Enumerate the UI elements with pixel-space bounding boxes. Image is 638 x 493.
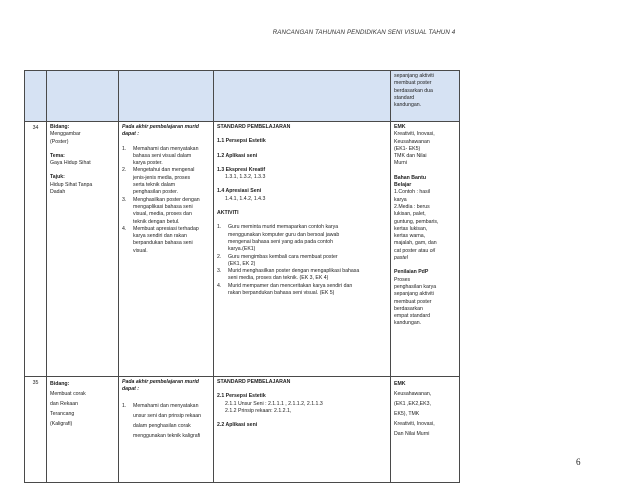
sp-heading: STANDARD PEMBELAJARAN	[217, 379, 291, 385]
item-number: 1.	[217, 224, 222, 231]
minggu-34: 34	[25, 122, 47, 377]
pdp-line: membuat poster	[394, 298, 432, 305]
item-number: 2.	[122, 167, 127, 174]
objektif-item	[122, 167, 210, 196]
pdp-heading: Penilaian PdP	[394, 269, 429, 276]
emk-line: (EK1- EK5)	[394, 145, 421, 152]
emk-tail-line: membuat poster	[394, 80, 432, 87]
cont-objektif-cell	[119, 71, 214, 122]
rpt-table	[24, 70, 460, 483]
bantu-italic: oil	[429, 247, 435, 254]
emk-line: Dan Nilai Murni	[394, 431, 430, 437]
item-line: Memahami dan menyatakan	[133, 402, 199, 409]
item-line: bahasa seni visual dalam	[133, 152, 192, 159]
emk-tail-line: sepanjang aktiviti	[394, 73, 434, 79]
emk-heading: EMK	[394, 124, 406, 130]
item-line: visual.	[133, 247, 148, 254]
bantu-italic-line: pastel	[394, 255, 408, 262]
bantu-line: 2.Media : berus	[394, 203, 430, 210]
emk-line: EK5), TMK	[394, 411, 420, 417]
tajuk-label: Tajuk:	[50, 174, 65, 181]
emk-line: TMK dan Nilai	[394, 153, 427, 160]
sp-sub: 2.1.1 Unsur Seni : 2.1.1.1 , 2.1.1.2, 2.1.1.3	[225, 400, 323, 407]
item-line: dalam penghasilan corak	[133, 422, 191, 429]
objektif-heading: dapat :	[122, 386, 140, 393]
bantu-line: kertas lukisan,	[394, 225, 428, 232]
aktiviti-item	[217, 254, 387, 269]
aktiviti-item	[217, 224, 387, 253]
bantu-line: 1.Contoh : hasil	[394, 189, 431, 196]
objektif-list	[122, 146, 210, 255]
objektif-item	[122, 226, 210, 255]
continuation-row	[25, 71, 460, 122]
item-line: seni media, proses dan teknik. (EK 3, EK 4)	[228, 275, 329, 282]
item-line: unsur seni dan prinsip rekaan	[133, 412, 202, 419]
emk-line: Kreativiti, Inovasi,	[394, 131, 435, 138]
sp-sub: 1.3.1, 1.3.2, 1.3.3	[225, 174, 266, 181]
sp-cell-35	[214, 377, 391, 483]
objektif-heading: dapat :	[122, 131, 140, 138]
emk-heading: EMK	[394, 381, 406, 387]
bidang-value: dan Rekaan	[50, 401, 78, 407]
pdp-line: kandungan.	[394, 320, 422, 327]
cont-emk-cell	[391, 71, 460, 122]
item-line: berpandukan bahasa seni	[133, 240, 193, 247]
pdp-line: sepanjang aktiviti	[394, 291, 434, 298]
item-line: Menghasilkan poster dengan	[133, 196, 200, 203]
item-line: serta teknik dalam	[133, 182, 176, 189]
item-line: visual, media, proses dan	[133, 211, 192, 218]
item-line: mengenai bahasa seni yang ada pada contoh	[228, 238, 333, 245]
objektif-item	[122, 197, 210, 226]
bantu-line: majalah, gam, dan	[394, 240, 437, 247]
emk-tail-line: berdasarkan dua	[394, 87, 433, 94]
tajuk-value: Dadah	[50, 189, 66, 196]
item-line: rakan berpandukan bahasa seni visual. (EK 5)	[228, 290, 335, 297]
item-number: 4.	[122, 225, 127, 232]
item-line: mengaplikasi bahasa seni	[133, 203, 193, 210]
item-line: Guru meminta murid memaparkan contoh karya	[228, 224, 339, 231]
pdp-line: Proses	[394, 276, 411, 283]
item-line: jenis-jenis media, proses	[133, 174, 191, 181]
tema-value: Gaya Hidup Sihat	[50, 160, 91, 167]
cont-minggu-cell	[25, 71, 47, 122]
objektif-item	[122, 401, 210, 441]
bidang-value: Terancang	[50, 411, 75, 417]
emk-line: Murni	[394, 160, 407, 167]
emk-tail-line: standard	[394, 94, 415, 101]
sp-item: 1.3 Ekspresi Kreatif	[217, 166, 266, 173]
cont-bidang-cell	[47, 71, 119, 122]
bantu-text: cat poster atau	[394, 247, 429, 254]
bidang-value: (Kaligrafi)	[50, 421, 73, 427]
item-line: menggunakan komputer guru dan bersoal jawab	[228, 231, 340, 238]
bidang-value: (Poster)	[50, 138, 69, 145]
objektif-heading: Pada akhir pembelajaran murid	[122, 379, 199, 385]
sp-sub: 2.1.2 Prinsip rekaan: 2.1.2.1,	[225, 407, 292, 414]
item-line: Memahami dan menyatakan	[133, 145, 199, 152]
sp-item: 1.2 Aplikasi seni	[217, 152, 258, 159]
item-number: 3.	[217, 268, 222, 275]
item-number: 4.	[217, 282, 222, 289]
tema-label: Tema:	[50, 152, 65, 159]
item-line: Mengetahui dan mengenal	[133, 167, 195, 174]
objektif-list	[122, 401, 210, 441]
emk-cell-34	[391, 122, 460, 377]
item-line: karya.(EK1)	[228, 246, 256, 253]
sp-item: 1.1 Persepsi Estetik	[217, 138, 266, 145]
objektif-cell-34	[119, 122, 214, 377]
page-header: RANCANGAN TAHUNAN PENDIDIKAN SENI VISUAL TAHUN 4	[272, 29, 456, 36]
emk-tail-line: kandungan.	[394, 102, 422, 109]
bantu-line: kertas warna,	[394, 233, 426, 240]
tajuk-value: Hidup Sihat Tanpa	[50, 181, 93, 188]
sp-item: 2.2 Aplikasi seni	[217, 422, 258, 429]
bidang-cell-34	[47, 122, 119, 377]
bantu-line: lukisan, palet,	[394, 211, 426, 218]
item-number: 1.	[122, 145, 127, 152]
bidang-label: Bidang:	[50, 381, 70, 387]
item-line: (EK1, EK 2)	[228, 260, 256, 267]
bidang-value: Menggambar	[50, 131, 81, 138]
bantu-heading: Bahan Bantu	[394, 174, 426, 181]
minggu-35: 35	[25, 377, 47, 483]
sp-item: 2.1 Persepsi Estetik	[217, 393, 266, 400]
emk-line: Kreativiti, Inovasi,	[394, 421, 435, 427]
item-line: Membuat apresiasi terhadap	[133, 225, 199, 232]
bidang-value: Membuat corak	[50, 391, 86, 397]
bidang-label: Bidang:	[50, 124, 70, 130]
emk-line: Keusahawanan,	[394, 391, 432, 397]
bantu-line-last	[394, 248, 456, 255]
item-number: 2.	[217, 253, 222, 260]
aktiviti-list	[217, 224, 387, 297]
objektif-cell-35	[119, 377, 214, 483]
pdp-line: penghasilan karya	[394, 283, 437, 290]
pdp-line: empat standard	[394, 313, 431, 320]
week-35-row	[25, 377, 460, 483]
aktiviti-item	[217, 283, 387, 298]
bantu-heading: Belajar	[394, 182, 412, 189]
bantu-line: karya	[394, 196, 407, 203]
item-line: Murid mempamer dan menceritakan karya sendiri dan	[228, 282, 353, 289]
week-34-row	[25, 122, 460, 377]
emk-cell-35	[391, 377, 460, 483]
item-number: 1.	[122, 402, 127, 409]
item-line: penghasilan poster.	[133, 189, 178, 196]
item-line: Murid menghasilkan poster dengan mengaplikasi bahasa	[228, 268, 360, 275]
pdp-line: berdasarkan	[394, 305, 423, 312]
sp-cell-34	[214, 122, 391, 377]
item-number: 3.	[122, 196, 127, 203]
aktiviti-heading: AKTIVITI	[217, 210, 239, 217]
item-line: teknik dengan betul.	[133, 218, 180, 225]
cont-sp-cell	[214, 71, 391, 122]
page-number: 6	[576, 457, 581, 467]
item-line: menggunakan teknik kaligrafi	[133, 432, 201, 439]
sp-heading: STANDARD PEMBELAJARAN	[217, 124, 291, 130]
emk-line: (EK1 ,EK2,EK3,	[394, 401, 431, 407]
bantu-line: guntung, pembaris,	[394, 218, 439, 225]
bidang-cell-35	[47, 377, 119, 483]
sp-item: 1.4 Apresiasi Seni	[217, 188, 262, 195]
item-line: Guru mengimbas kembali cara membuat poster	[228, 253, 338, 260]
item-line: karya poster.	[133, 160, 163, 167]
sp-sub: 1.4.1, 1.4.2, 1.4.3	[225, 195, 266, 202]
item-line: karya sendiri dan rakan	[133, 233, 187, 240]
objektif-item	[122, 146, 210, 168]
objektif-heading: Pada akhir pembelajaran murid	[122, 124, 199, 130]
emk-line: Keusahawanan	[394, 138, 430, 145]
aktiviti-item	[217, 268, 387, 283]
